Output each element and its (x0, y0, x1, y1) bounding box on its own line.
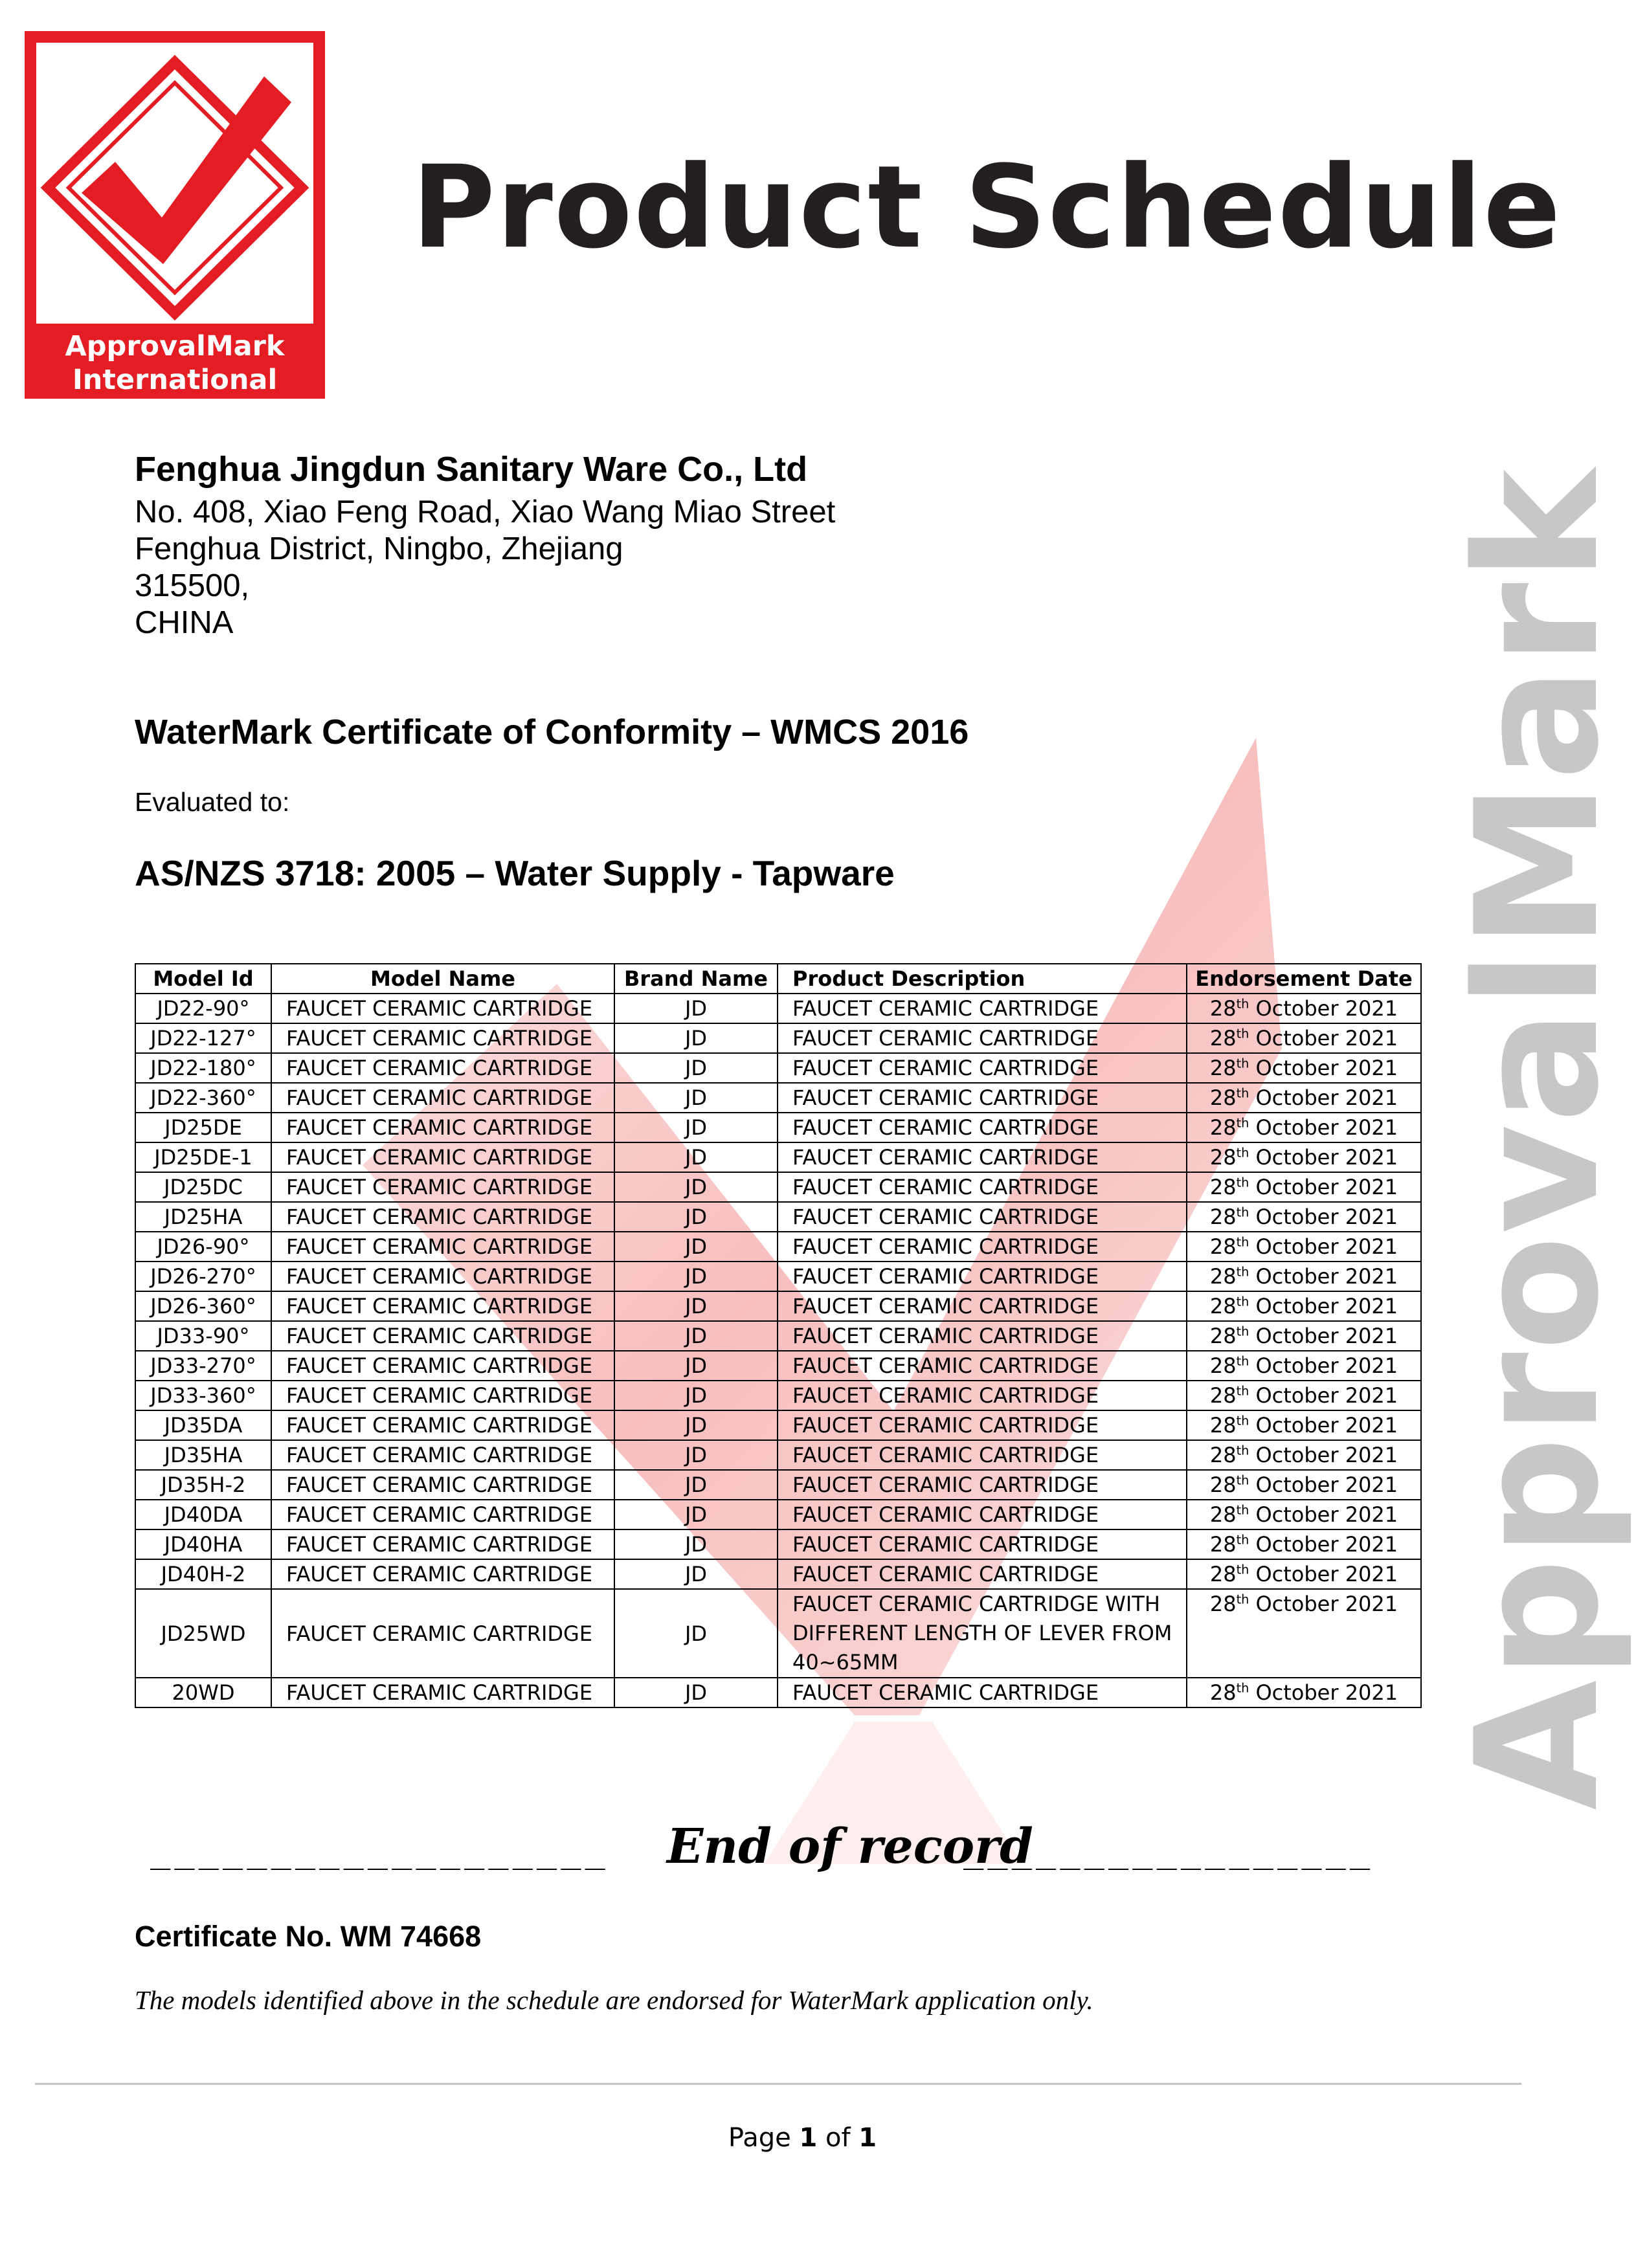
date-ordinal-suffix: th (1236, 1324, 1249, 1339)
table-row (135, 1023, 1421, 1053)
cell-product-description: FAUCET CERAMIC CARTRIDGE (778, 1083, 1187, 1113)
cell-model-name: FAUCET CERAMIC CARTRIDGE (271, 1321, 614, 1351)
document-title: Product Schedule (412, 141, 1562, 274)
page-current: 1 (799, 2123, 818, 2153)
cell-product-description: FAUCET CERAMIC CARTRIDGE (778, 1172, 1187, 1202)
cell-model-id: JD26-360° (135, 1291, 271, 1321)
cell-model-id: JD33-90° (135, 1321, 271, 1351)
date-month-year: October 2021 (1249, 1324, 1398, 1348)
cell-product-description: FAUCET CERAMIC CARTRIDGE (778, 1470, 1187, 1500)
cell-model-id: JD35DA (135, 1410, 271, 1440)
table-row (135, 1381, 1421, 1410)
cell-model-name: FAUCET CERAMIC CARTRIDGE (271, 1053, 614, 1083)
cell-model-id: JD22-90° (135, 994, 271, 1023)
date-month-year: October 2021 (1249, 1205, 1398, 1229)
cell-endorsement-date (1187, 1083, 1421, 1113)
cell-brand-name: JD (614, 1262, 778, 1291)
cell-endorsement-date (1187, 1113, 1421, 1142)
date-ordinal-suffix: th (1236, 1502, 1249, 1518)
date-month-year: October 2021 (1249, 996, 1398, 1021)
table-row (135, 1500, 1421, 1529)
cell-model-name: FAUCET CERAMIC CARTRIDGE (271, 1678, 614, 1707)
cell-model-name: FAUCET CERAMIC CARTRIDGE (271, 1529, 614, 1559)
date-day: 28 (1209, 1592, 1237, 1616)
footer-divider (35, 2083, 1521, 2085)
standard-heading: AS/NZS 3718: 2005 – Water Supply - Tapware (135, 853, 895, 893)
table-row (135, 1529, 1421, 1559)
table-row (135, 1559, 1421, 1589)
cell-endorsement-date (1187, 1470, 1421, 1500)
date-month-year: October 2021 (1249, 1085, 1398, 1110)
cell-product-description: FAUCET CERAMIC CARTRIDGE (778, 1559, 1187, 1589)
cell-model-name: FAUCET CERAMIC CARTRIDGE (271, 1410, 614, 1440)
date-ordinal-suffix: th (1236, 1592, 1249, 1607)
cell-brand-name: JD (614, 1559, 778, 1589)
table-row (135, 1321, 1421, 1351)
date-day: 28 (1209, 1383, 1237, 1408)
cell-brand-name: JD (614, 1410, 778, 1440)
table-row (135, 1678, 1421, 1707)
date-ordinal-suffix: th (1236, 996, 1249, 1012)
date-month-year: October 2021 (1249, 1502, 1398, 1527)
date-ordinal-suffix: th (1236, 1056, 1249, 1071)
cell-endorsement-date (1187, 1232, 1421, 1262)
date-day: 28 (1209, 1264, 1237, 1289)
cell-brand-name: JD (614, 1291, 778, 1321)
date-day: 28 (1209, 1085, 1237, 1110)
cell-endorsement-date (1187, 1142, 1421, 1172)
cell-product-description: FAUCET CERAMIC CARTRIDGE (778, 1023, 1187, 1053)
cell-brand-name: JD (614, 1053, 778, 1083)
cell-product-description: FAUCET CERAMIC CARTRIDGE (778, 1291, 1187, 1321)
date-month-year: October 2021 (1249, 1026, 1398, 1051)
column-header-model-name: Model Name (271, 964, 614, 994)
date-ordinal-suffix: th (1236, 1532, 1249, 1548)
cell-brand-name: JD (614, 1500, 778, 1529)
cell-product-description: FAUCET CERAMIC CARTRIDGE (778, 1232, 1187, 1262)
cell-model-id: JD26-90° (135, 1232, 271, 1262)
date-month-year: October 2021 (1249, 1353, 1398, 1378)
cell-model-id: JD33-360° (135, 1381, 271, 1410)
date-day: 28 (1209, 1443, 1237, 1467)
cell-brand-name: JD (614, 1321, 778, 1351)
cell-endorsement-date (1187, 1351, 1421, 1381)
address-line: No. 408, Xiao Feng Road, Xiao Wang Miao Street (135, 495, 836, 529)
date-month-year: October 2021 (1249, 1175, 1398, 1199)
cell-model-id: JD22-127° (135, 1023, 271, 1053)
product-schedule-table (135, 963, 1422, 1708)
cell-endorsement-date (1187, 1589, 1421, 1678)
cell-product-description: FAUCET CERAMIC CARTRIDGE (778, 1142, 1187, 1172)
date-month-year: October 2021 (1249, 1592, 1398, 1616)
approvalmark-logo (25, 31, 325, 399)
cell-model-id: JD26-270° (135, 1262, 271, 1291)
date-day: 28 (1209, 1680, 1237, 1705)
address-line: CHINA (135, 605, 234, 640)
date-month-year: October 2021 (1249, 1115, 1398, 1140)
table-row (135, 1202, 1421, 1232)
date-ordinal-suffix: th (1236, 1264, 1249, 1280)
cell-product-description: FAUCET CERAMIC CARTRIDGE (778, 1321, 1187, 1351)
date-day: 28 (1209, 1175, 1237, 1199)
evaluated-label: Evaluated to: (135, 787, 290, 817)
cell-brand-name: JD (614, 1142, 778, 1172)
date-day: 28 (1209, 1532, 1237, 1557)
date-day: 28 (1209, 1145, 1237, 1170)
date-ordinal-suffix: th (1236, 1205, 1249, 1220)
date-day: 28 (1209, 996, 1237, 1021)
cell-brand-name: JD (614, 1172, 778, 1202)
watermark-text: ApprovalMark (1440, 468, 1636, 1810)
endorsement-note: The models identified above in the schedule are endorsed for WaterMark application only. (135, 1985, 1093, 2015)
table-row (135, 1053, 1421, 1083)
cell-model-name: FAUCET CERAMIC CARTRIDGE (271, 1291, 614, 1321)
cell-model-id: JD40H-2 (135, 1559, 271, 1589)
date-month-year: October 2021 (1249, 1294, 1398, 1318)
column-header-product-description: Product Description (778, 964, 1187, 994)
cell-brand-name: JD (614, 1351, 778, 1381)
cell-model-id: JD40DA (135, 1500, 271, 1529)
cell-model-name: FAUCET CERAMIC CARTRIDGE (271, 1500, 614, 1529)
date-ordinal-suffix: th (1236, 1413, 1249, 1429)
cell-model-name: FAUCET CERAMIC CARTRIDGE (271, 1023, 614, 1053)
date-day: 28 (1209, 1562, 1237, 1586)
address-line: Fenghua District, Ningbo, Zhejiang (135, 531, 623, 566)
cell-product-description: FAUCET CERAMIC CARTRIDGE (778, 1529, 1187, 1559)
table-row (135, 1291, 1421, 1321)
cell-model-id: JD25DE (135, 1113, 271, 1142)
cell-endorsement-date (1187, 1678, 1421, 1707)
date-ordinal-suffix: th (1236, 1085, 1249, 1101)
cell-model-name: FAUCET CERAMIC CARTRIDGE (271, 1202, 614, 1232)
cell-model-id: JD35H-2 (135, 1470, 271, 1500)
table-row (135, 1172, 1421, 1202)
column-header-endorsement-date: Endorsement Date (1187, 964, 1421, 994)
cell-endorsement-date (1187, 1321, 1421, 1351)
cell-product-description: FAUCET CERAMIC CARTRIDGE (778, 994, 1187, 1023)
table-row (135, 1262, 1421, 1291)
cell-brand-name: JD (614, 1232, 778, 1262)
cell-endorsement-date (1187, 994, 1421, 1023)
cell-brand-name: JD (614, 1589, 778, 1678)
date-day: 28 (1209, 1353, 1237, 1378)
date-ordinal-suffix: th (1236, 1145, 1249, 1161)
table-row (135, 1410, 1421, 1440)
cell-brand-name: JD (614, 1470, 778, 1500)
date-day: 28 (1209, 1205, 1237, 1229)
cell-endorsement-date (1187, 1202, 1421, 1232)
cell-product-description: FAUCET CERAMIC CARTRIDGE (778, 1410, 1187, 1440)
cell-endorsement-date (1187, 1529, 1421, 1559)
date-month-year: October 2021 (1249, 1413, 1398, 1438)
date-ordinal-suffix: th (1236, 1680, 1249, 1696)
date-month-year: October 2021 (1249, 1056, 1398, 1080)
cell-product-description: FAUCET CERAMIC CARTRIDGE (778, 1500, 1187, 1529)
cell-model-name: FAUCET CERAMIC CARTRIDGE (271, 1589, 614, 1678)
cell-endorsement-date (1187, 1381, 1421, 1410)
date-month-year: October 2021 (1249, 1145, 1398, 1170)
page-prefix: Page (728, 2123, 800, 2153)
table-header-row (135, 964, 1421, 994)
table-row (135, 1113, 1421, 1142)
cell-product-description: FAUCET CERAMIC CARTRIDGE (778, 1440, 1187, 1470)
date-ordinal-suffix: th (1236, 1353, 1249, 1369)
date-ordinal-suffix: th (1236, 1294, 1249, 1309)
column-header-brand-name: Brand Name (614, 964, 778, 994)
date-day: 28 (1209, 1294, 1237, 1318)
cell-endorsement-date (1187, 1440, 1421, 1470)
date-ordinal-suffix: th (1236, 1383, 1249, 1399)
cell-model-id: JD25DC (135, 1172, 271, 1202)
cell-product-description: FAUCET CERAMIC CARTRIDGE (778, 1202, 1187, 1232)
cell-model-name: FAUCET CERAMIC CARTRIDGE (271, 1142, 614, 1172)
cell-brand-name: JD (614, 1381, 778, 1410)
cell-model-name: FAUCET CERAMIC CARTRIDGE (271, 1381, 614, 1410)
cell-model-id: JD25WD (135, 1589, 271, 1678)
date-day: 28 (1209, 1473, 1237, 1497)
date-day: 28 (1209, 1115, 1237, 1140)
date-month-year: October 2021 (1249, 1473, 1398, 1497)
date-ordinal-suffix: th (1236, 1443, 1249, 1458)
cell-endorsement-date (1187, 1023, 1421, 1053)
cell-brand-name: JD (614, 1529, 778, 1559)
cell-model-name: FAUCET CERAMIC CARTRIDGE (271, 1113, 614, 1142)
cell-brand-name: JD (614, 994, 778, 1023)
page-total: 1 (858, 2123, 877, 2153)
cell-product-description: FAUCET CERAMIC CARTRIDGE WITH DIFFERENT LENGTH OF LEVER FROM 40~65MM (778, 1589, 1187, 1678)
date-day: 28 (1209, 1502, 1237, 1527)
cell-model-id: 20WD (135, 1678, 271, 1707)
cell-model-id: JD35HA (135, 1440, 271, 1470)
cell-model-name: FAUCET CERAMIC CARTRIDGE (271, 1232, 614, 1262)
cell-brand-name: JD (614, 1023, 778, 1053)
cell-model-name: FAUCET CERAMIC CARTRIDGE (271, 1351, 614, 1381)
date-day: 28 (1209, 1413, 1237, 1438)
column-header-model-id: Model Id (135, 964, 271, 994)
date-month-year: October 2021 (1249, 1532, 1398, 1557)
date-day: 28 (1209, 1234, 1237, 1259)
cell-brand-name: JD (614, 1202, 778, 1232)
table-row (135, 1232, 1421, 1262)
table-row (135, 994, 1421, 1023)
cell-model-name: FAUCET CERAMIC CARTRIDGE (271, 1172, 614, 1202)
date-month-year: October 2021 (1249, 1234, 1398, 1259)
end-record-dashes-left: ___________________ (150, 1832, 609, 1871)
cell-brand-name: JD (614, 1113, 778, 1142)
date-ordinal-suffix: th (1236, 1562, 1249, 1577)
company-name: Fenghua Jingdun Sanitary Ware Co., Ltd (135, 450, 808, 489)
date-ordinal-suffix: th (1236, 1115, 1249, 1131)
cell-endorsement-date (1187, 1410, 1421, 1440)
cell-product-description: FAUCET CERAMIC CARTRIDGE (778, 1678, 1187, 1707)
cell-model-id: JD22-360° (135, 1083, 271, 1113)
cell-brand-name: JD (614, 1678, 778, 1707)
cell-model-name: FAUCET CERAMIC CARTRIDGE (271, 1262, 614, 1291)
date-month-year: October 2021 (1249, 1680, 1398, 1705)
date-day: 28 (1209, 1324, 1237, 1348)
address-line: 315500, (135, 568, 250, 603)
date-day: 28 (1209, 1026, 1237, 1051)
end-of-record-text: End of record (667, 1819, 1033, 1874)
logo-text-line1: ApprovalMark (65, 330, 285, 362)
table-row (135, 1589, 1421, 1678)
cell-model-id: JD22-180° (135, 1053, 271, 1083)
cell-model-id: JD40HA (135, 1529, 271, 1559)
cell-model-name: FAUCET CERAMIC CARTRIDGE (271, 1440, 614, 1470)
cell-model-name: FAUCET CERAMIC CARTRIDGE (271, 1083, 614, 1113)
logo-text-line2: International (72, 364, 278, 396)
cell-model-name: FAUCET CERAMIC CARTRIDGE (271, 994, 614, 1023)
cell-model-name: FAUCET CERAMIC CARTRIDGE (271, 1559, 614, 1589)
date-month-year: October 2021 (1249, 1443, 1398, 1467)
cell-brand-name: JD (614, 1083, 778, 1113)
cell-endorsement-date (1187, 1172, 1421, 1202)
cell-model-id: JD25DE-1 (135, 1142, 271, 1172)
cell-model-id: JD33-270° (135, 1351, 271, 1381)
date-month-year: October 2021 (1249, 1383, 1398, 1408)
cell-model-name: FAUCET CERAMIC CARTRIDGE (271, 1470, 614, 1500)
date-ordinal-suffix: th (1236, 1473, 1249, 1488)
table-row (135, 1351, 1421, 1381)
cell-endorsement-date (1187, 1291, 1421, 1321)
table-row (135, 1083, 1421, 1113)
date-ordinal-suffix: th (1236, 1026, 1249, 1041)
date-ordinal-suffix: th (1236, 1175, 1249, 1190)
date-month-year: October 2021 (1249, 1264, 1398, 1289)
certificate-number: Certificate No. WM 74668 (135, 1920, 482, 1953)
cell-model-id: JD25HA (135, 1202, 271, 1232)
cell-endorsement-date (1187, 1500, 1421, 1529)
cell-product-description: FAUCET CERAMIC CARTRIDGE (778, 1053, 1187, 1083)
cell-product-description: FAUCET CERAMIC CARTRIDGE (778, 1381, 1187, 1410)
date-ordinal-suffix: th (1236, 1234, 1249, 1250)
table-row (135, 1440, 1421, 1470)
table-row (135, 1470, 1421, 1500)
certificate-heading: WaterMark Certificate of Conformity – WMCS 2016 (135, 713, 969, 751)
cell-endorsement-date (1187, 1559, 1421, 1589)
date-month-year: October 2021 (1249, 1562, 1398, 1586)
cell-brand-name: JD (614, 1440, 778, 1470)
end-record-dashes-right: _________________ (963, 1832, 1374, 1871)
cell-product-description: FAUCET CERAMIC CARTRIDGE (778, 1262, 1187, 1291)
cell-endorsement-date (1187, 1053, 1421, 1083)
table-row (135, 1142, 1421, 1172)
page-of: of (817, 2123, 859, 2153)
date-day: 28 (1209, 1056, 1237, 1080)
page-number (0, 2123, 1605, 2153)
cell-endorsement-date (1187, 1262, 1421, 1291)
cell-product-description: FAUCET CERAMIC CARTRIDGE (778, 1351, 1187, 1381)
cell-product-description: FAUCET CERAMIC CARTRIDGE (778, 1113, 1187, 1142)
